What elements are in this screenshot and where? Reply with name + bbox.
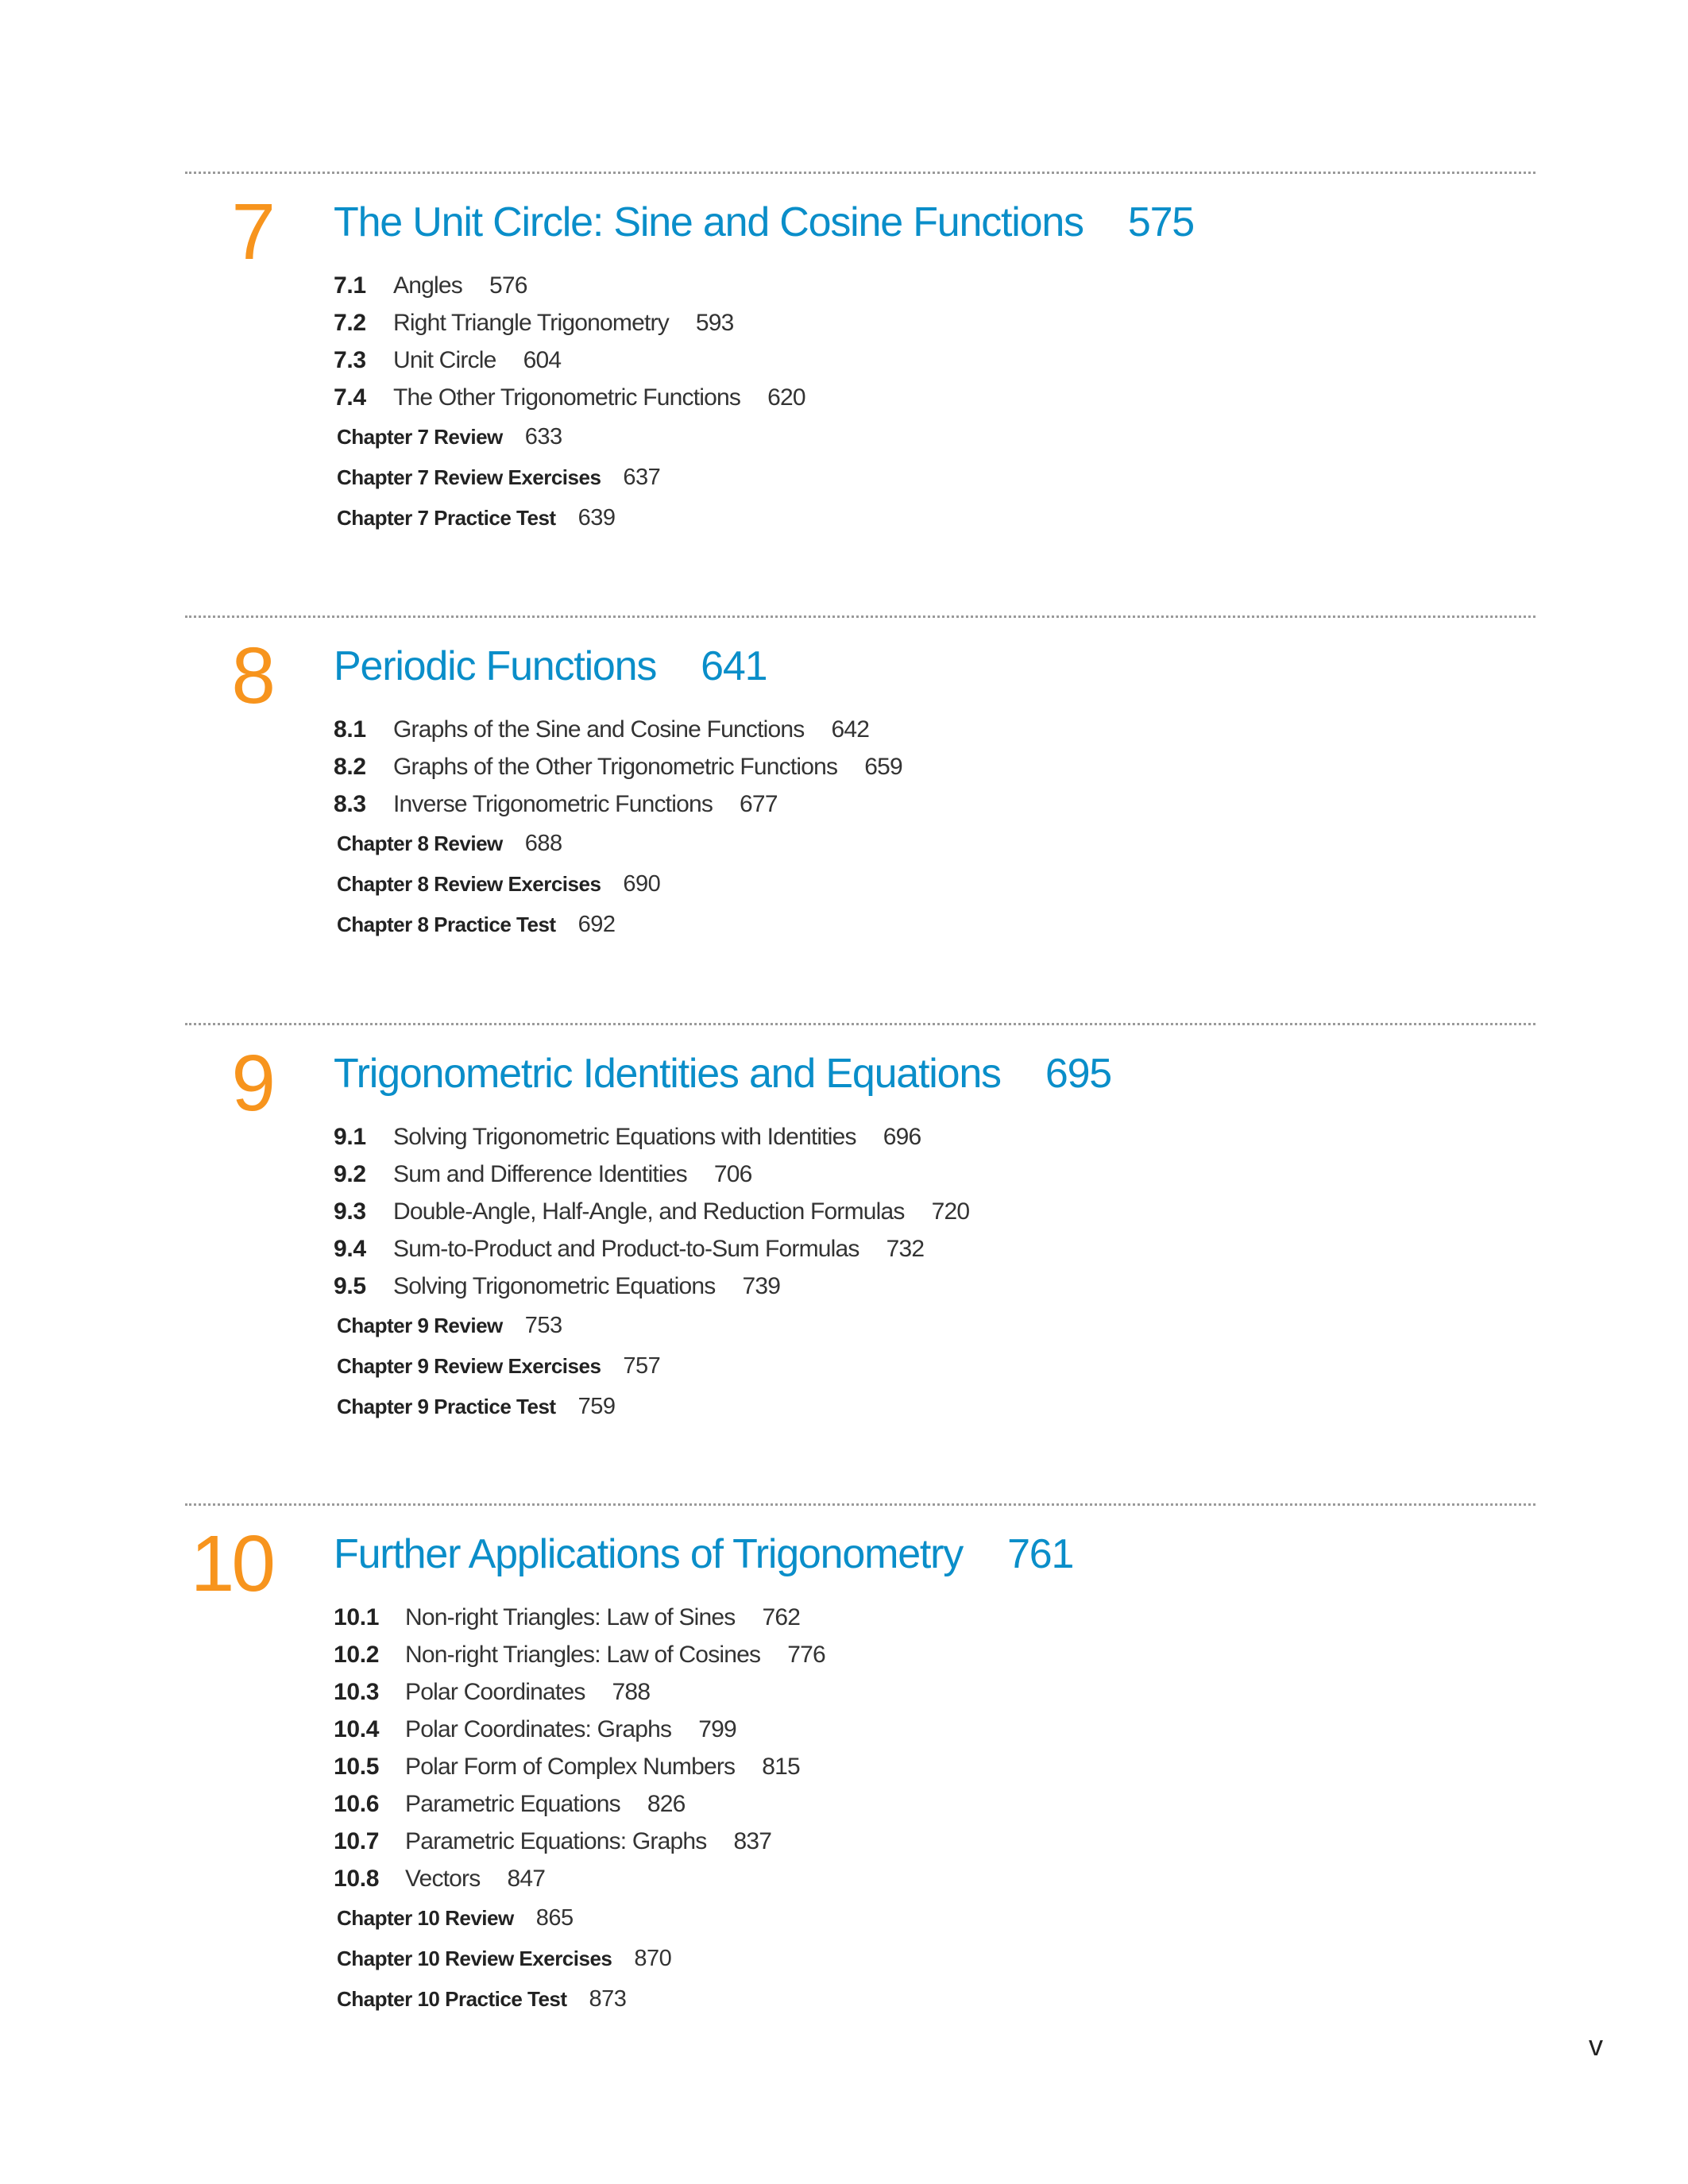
section-number: 9.1: [334, 1124, 366, 1150]
section-page: 837: [733, 1828, 772, 1854]
section-title: Double-Angle, Half-Angle, and Reduction Formulas: [393, 1198, 905, 1225]
practice-test-entry[interactable]: [337, 1387, 969, 1427]
section-number: 10.2: [334, 1642, 380, 1668]
section-page: 677: [740, 791, 778, 817]
review-exercises-entry[interactable]: [337, 1939, 825, 1979]
section-number: 9.2: [334, 1161, 366, 1187]
chapter-heading[interactable]: [334, 199, 1194, 246]
section-entry[interactable]: [334, 1156, 969, 1193]
section-page: 620: [767, 384, 805, 411]
review-exercises-entry[interactable]: [337, 457, 805, 498]
section-title: Unit Circle: [393, 347, 496, 373]
chapter-title: Periodic Functions: [334, 643, 657, 689]
section-number: 10.6: [334, 1791, 380, 1817]
section-title: The Other Trigonometric Functions: [393, 384, 741, 411]
dotted-divider: [185, 172, 1535, 174]
section-number: 10.4: [334, 1716, 380, 1742]
review-page: 637: [623, 465, 661, 490]
section-title: Angles: [393, 272, 462, 299]
section-list: [334, 1599, 825, 2020]
section-entry[interactable]: [334, 1785, 825, 1823]
section-number: 8.1: [334, 716, 366, 743]
section-number: 9.5: [334, 1273, 366, 1299]
section-title: Parametric Equations: [405, 1791, 620, 1817]
review-title: Chapter 10 Practice Test: [337, 1987, 567, 2011]
section-entry[interactable]: [334, 1230, 969, 1268]
section-entry[interactable]: [334, 1636, 825, 1673]
section-number: 10.7: [334, 1828, 380, 1854]
section-title: Non-right Triangles: Law of Sines: [405, 1604, 736, 1630]
review-exercises-entry[interactable]: [337, 864, 902, 905]
section-page: 659: [864, 754, 902, 780]
chapter-heading[interactable]: [334, 1530, 1073, 1578]
section-page: 788: [612, 1679, 651, 1705]
section-title: Solving Trigonometric Equations: [393, 1273, 716, 1299]
chapter-title: The Unit Circle: Sine and Cosine Functions: [334, 199, 1083, 245]
section-number: 8.2: [334, 754, 366, 780]
review-entry[interactable]: [337, 1898, 825, 1939]
chapter-page: 761: [1007, 1531, 1074, 1577]
review-page: 690: [623, 871, 661, 897]
review-title: Chapter 10 Review: [337, 1906, 514, 1930]
section-entry[interactable]: [334, 341, 805, 379]
chapter-number: 10: [190, 1519, 272, 1608]
section-number: 7.4: [334, 384, 366, 411]
review-title: Chapter 8 Practice Test: [337, 913, 556, 936]
review-page: 633: [524, 424, 562, 450]
section-list: [334, 267, 805, 538]
section-title: Non-right Triangles: Law of Cosines: [405, 1642, 761, 1668]
section-title: Polar Coordinates: Graphs: [405, 1716, 672, 1742]
section-title: Parametric Equations: Graphs: [405, 1828, 707, 1854]
section-title: Right Triangle Trigonometry: [393, 310, 669, 336]
practice-test-entry[interactable]: [337, 905, 902, 945]
review-title: Chapter 10 Review Exercises: [337, 1947, 612, 1970]
practice-test-entry[interactable]: [337, 498, 805, 538]
review-exercises-entry[interactable]: [337, 1346, 969, 1387]
section-list: [334, 1118, 969, 1427]
chapter-page: 695: [1045, 1051, 1112, 1097]
chapter-number: 8: [231, 631, 272, 720]
section-page: 706: [713, 1161, 752, 1187]
review-entry[interactable]: [337, 417, 805, 457]
review-page: 759: [577, 1394, 616, 1419]
section-number: 10.5: [334, 1754, 380, 1780]
section-entry[interactable]: [334, 1823, 825, 1860]
review-page: 688: [524, 831, 562, 856]
section-entry[interactable]: [334, 1860, 825, 1897]
review-page: 692: [577, 912, 616, 937]
chapter-heading[interactable]: [334, 642, 767, 690]
review-title: Chapter 9 Practice Test: [337, 1395, 556, 1418]
section-number: 10.1: [334, 1604, 380, 1630]
section-entry[interactable]: [334, 1599, 825, 1636]
section-page: 593: [695, 310, 734, 336]
dotted-divider: [185, 1023, 1535, 1025]
section-page: 604: [523, 347, 562, 373]
review-page: 870: [634, 1946, 672, 1971]
section-page: 847: [507, 1866, 546, 1892]
chapter-number: 7: [231, 187, 272, 276]
section-title: Inverse Trigonometric Functions: [393, 791, 713, 817]
section-entry[interactable]: [334, 1268, 969, 1305]
dotted-divider: [185, 1503, 1535, 1506]
section-entry[interactable]: [334, 1711, 825, 1748]
section-title: Vectors: [405, 1866, 481, 1892]
section-number: 9.3: [334, 1198, 366, 1225]
section-page: 576: [489, 272, 527, 299]
section-page: 799: [698, 1716, 736, 1742]
section-number: 7.3: [334, 347, 366, 373]
section-page: 642: [831, 716, 870, 743]
section-page: 739: [742, 1273, 781, 1299]
section-entry[interactable]: [334, 1673, 825, 1711]
chapter-page: 641: [701, 643, 767, 689]
section-number: 10.8: [334, 1866, 380, 1892]
review-title: Chapter 7 Review: [337, 425, 503, 449]
chapter-heading[interactable]: [334, 1050, 1111, 1098]
review-page: 639: [577, 505, 616, 531]
review-page: 865: [535, 1905, 574, 1931]
section-entry[interactable]: [334, 304, 805, 341]
section-entry[interactable]: [334, 785, 902, 823]
review-page: 757: [623, 1353, 661, 1379]
section-title: Polar Form of Complex Numbers: [405, 1754, 736, 1780]
chapter-title: Trigonometric Identities and Equations: [334, 1051, 1001, 1097]
section-title: Graphs of the Other Trigonometric Functions: [393, 754, 838, 780]
practice-test-entry[interactable]: [337, 1979, 825, 2020]
section-page: 815: [762, 1754, 800, 1780]
review-title: Chapter 9 Review: [337, 1314, 503, 1337]
section-entry[interactable]: [334, 1118, 969, 1156]
section-title: Polar Coordinates: [405, 1679, 585, 1705]
review-entry[interactable]: [337, 824, 902, 864]
section-page: 776: [787, 1642, 825, 1668]
section-entry[interactable]: [334, 1193, 969, 1230]
section-entry[interactable]: [334, 711, 902, 748]
section-page: 826: [647, 1791, 686, 1817]
review-title: Chapter 9 Review Exercises: [337, 1354, 601, 1378]
section-title: Sum and Difference Identities: [393, 1161, 687, 1187]
review-title: Chapter 8 Review: [337, 832, 503, 855]
section-entry[interactable]: [334, 267, 805, 304]
section-entry[interactable]: [334, 748, 902, 785]
section-page: 720: [931, 1198, 970, 1225]
section-title: Graphs of the Sine and Cosine Functions: [393, 716, 805, 743]
section-number: 10.3: [334, 1679, 380, 1705]
section-page: 696: [883, 1124, 921, 1150]
section-page: 732: [886, 1236, 925, 1262]
section-number: 9.4: [334, 1236, 366, 1262]
chapter-title: Further Applications of Trigonometry: [334, 1531, 964, 1577]
section-page: 762: [762, 1604, 801, 1630]
section-entry[interactable]: [334, 379, 805, 416]
review-page: 873: [589, 1986, 627, 2012]
section-entry[interactable]: [334, 1748, 825, 1785]
review-title: Chapter 8 Review Exercises: [337, 872, 601, 896]
review-entry[interactable]: [337, 1306, 969, 1346]
section-list: [334, 711, 902, 945]
section-title: Solving Trigonometric Equations with Identities: [393, 1124, 856, 1150]
dotted-divider: [185, 615, 1535, 618]
chapter-number: 9: [231, 1039, 272, 1128]
page-folio: v: [1589, 2029, 1603, 2062]
review-page: 753: [524, 1313, 562, 1338]
section-number: 7.1: [334, 272, 366, 299]
section-number: 7.2: [334, 310, 366, 336]
section-title: Sum-to-Product and Product-to-Sum Formulas: [393, 1236, 859, 1262]
review-title: Chapter 7 Practice Test: [337, 506, 556, 530]
section-number: 8.3: [334, 791, 366, 817]
chapter-page: 575: [1127, 199, 1195, 245]
review-title: Chapter 7 Review Exercises: [337, 465, 601, 489]
